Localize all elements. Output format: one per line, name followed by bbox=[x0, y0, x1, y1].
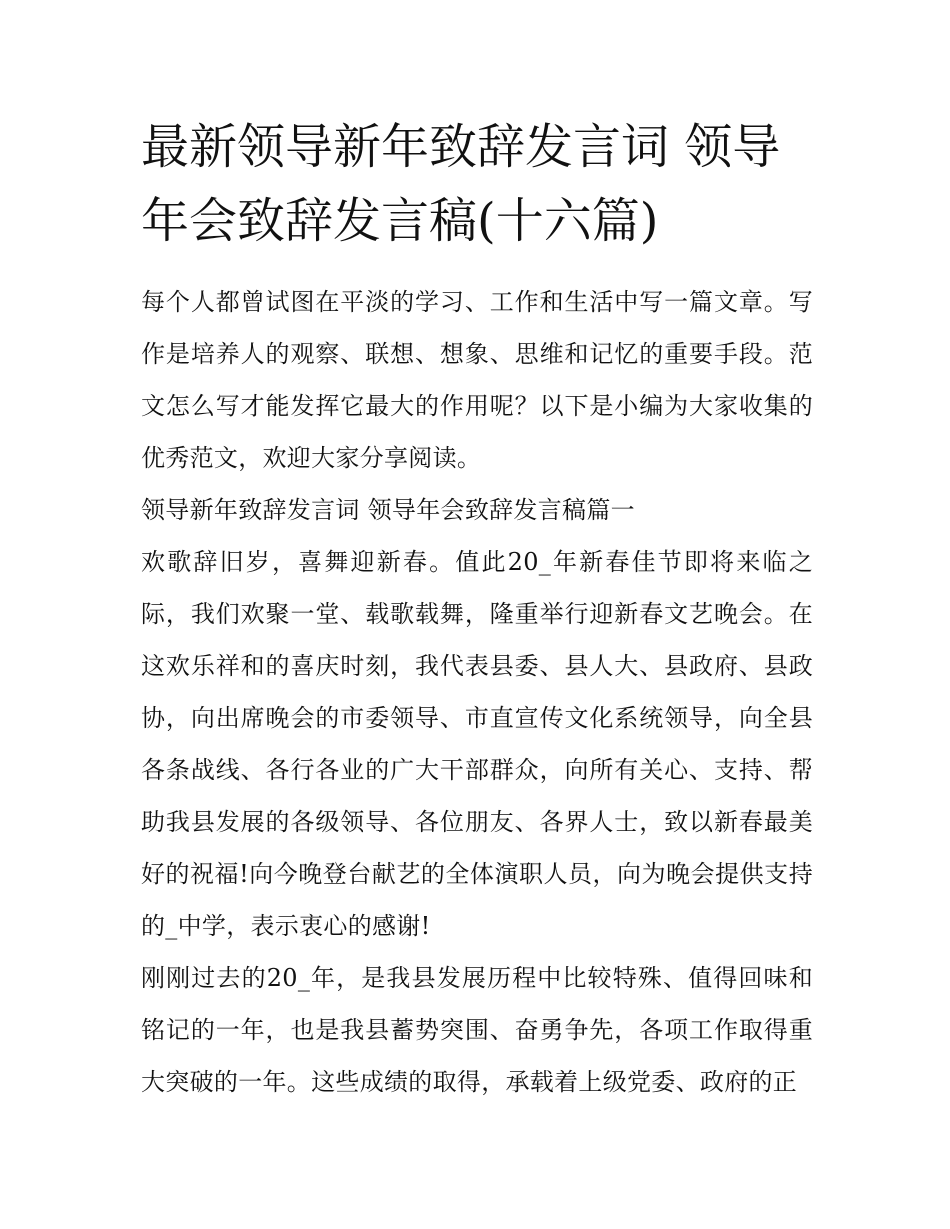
section-heading: 领导新年致辞发言词 领导年会致辞发言稿篇一 bbox=[141, 496, 635, 524]
document-title: 最新领导新年致辞发言词 领导年会致辞发言稿(十六篇) bbox=[141, 119, 781, 249]
body-paragraph-1: 欢歌辞旧岁，喜舞迎新春。值此20_年新春佳节即将来临之际，我们欢聚一堂、载歌载舞，隆重举行迎新春文艺晚会。在这欢乐祥和的喜庆时刻，我代表县委、县人大、县政府、县政协，向出席晚会的市委领导、市直宣传文化系统领导，向全县各条战线、各行各业的广大干部群众，向所有关心、支持、帮助我县发展的各级领导、各位朋友、各界人士，致以新春最美好的祝福!向今晚登台献艺的全体演职人员，向为晚会提供支持的_中学，表示衷心的感谢! bbox=[141, 548, 813, 940]
body-paragraph-2: 刚刚过去的20_年，是我县发展历程中比较特殊、值得回味和铭记的一年，也是我县蓄势突围、奋勇争先，各项工作取得重大突破的一年。这些成绩的取得，承载着上级党委、政府的正 bbox=[141, 964, 813, 1096]
intro-paragraph: 每个人都曾试图在平淡的学习、工作和生活中写一篇文章。写作是培养人的观察、联想、想象、思维和记忆的重要手段。范文怎么写才能发挥它最大的作用呢？以下是小编为大家收集的优秀范文，欢迎大家分享阅读。 bbox=[141, 288, 813, 472]
document-page bbox=[141, 110, 813, 1108]
